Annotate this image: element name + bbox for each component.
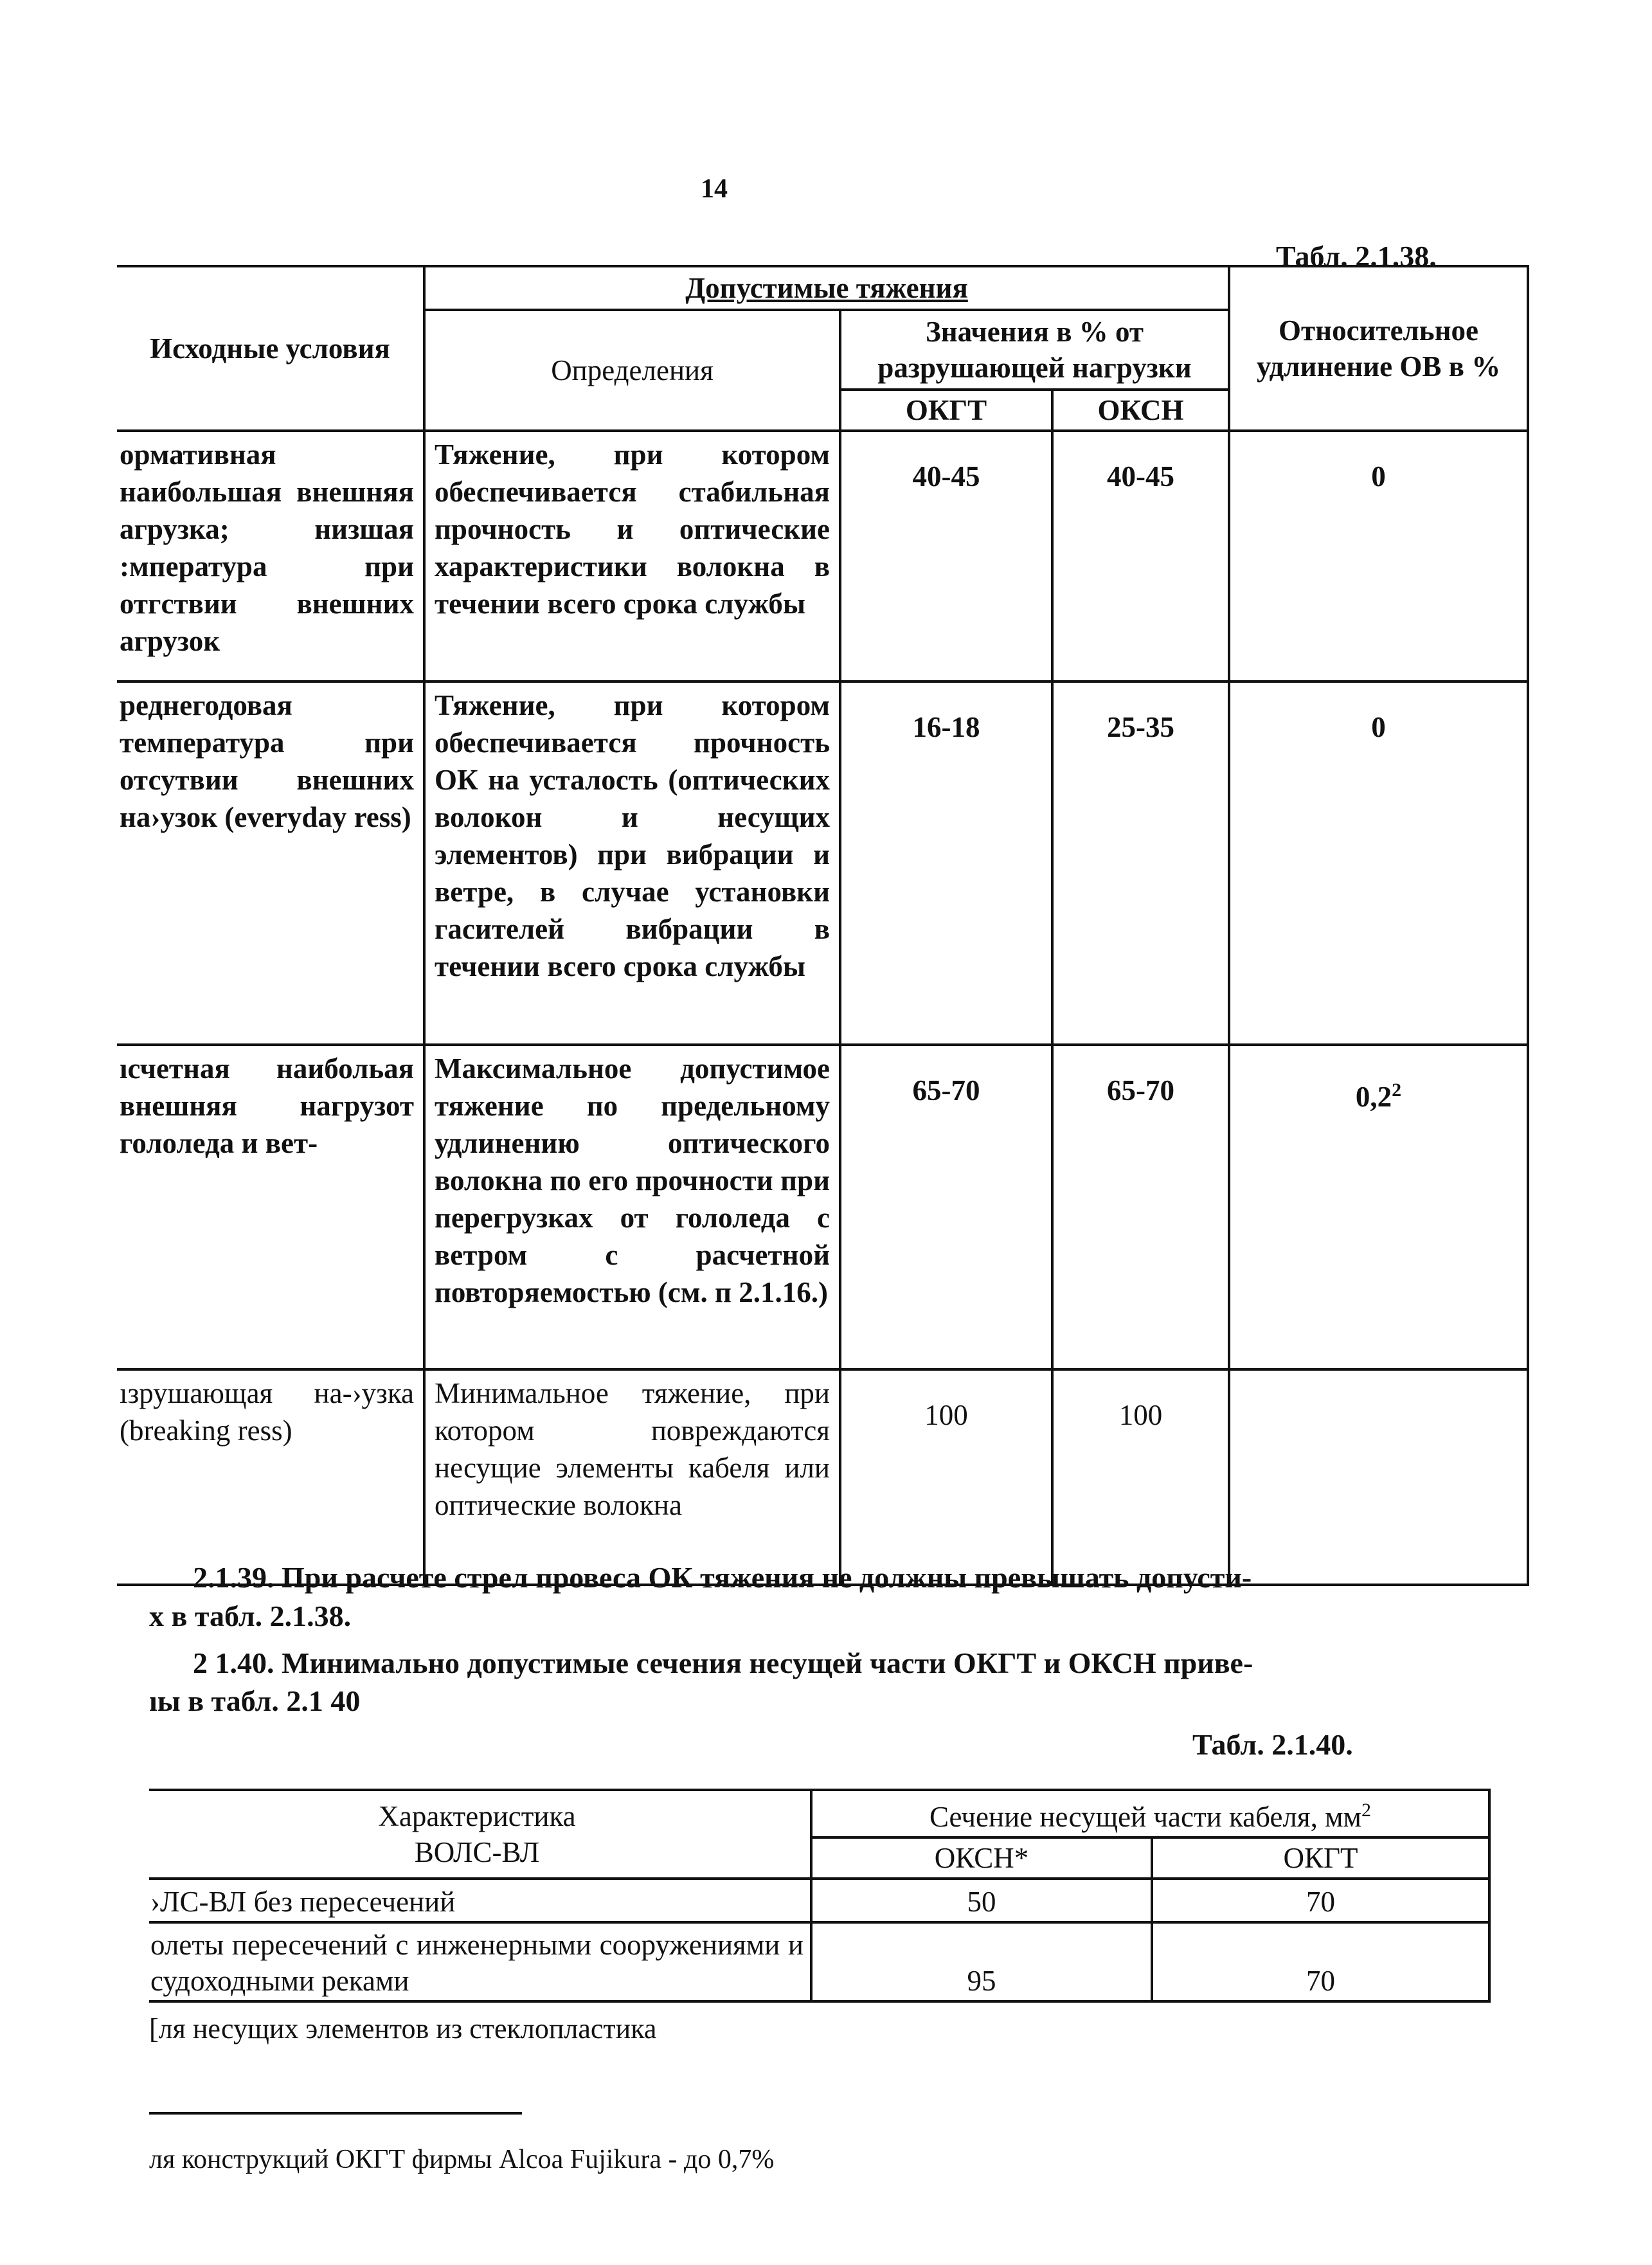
definition-cell: Минимальное тяжение, при котором повреждаются несущие элементы кабеля или оптические волокна xyxy=(424,1369,840,1585)
paragraph-2-1-40-line2: ıы в табл. 2.1 40 xyxy=(149,1684,361,1717)
header-section-unit-power: 2 xyxy=(1361,1800,1372,1821)
row-label: олеты пересечений с инженерными сооружениями и судоходными реками xyxy=(149,1922,811,2001)
elongation-value: 0 xyxy=(1229,681,1528,1045)
definition-cell: Тяжение, при котором обеспечивается прочность ОК на усталость (оптических волокон и несущих элементов) при вибрации и ветре, в случае установки гасителей вибрации в течении всего срока службы xyxy=(424,681,840,1045)
header-characteristic-line1: Характеристика xyxy=(378,1800,576,1832)
elongation-number: 0,2 xyxy=(1355,1081,1392,1113)
header-oksn: ОКСН xyxy=(1052,390,1229,431)
table-row xyxy=(117,681,1528,1045)
footnote-divider xyxy=(149,2112,522,2115)
okgt-value: 70 xyxy=(1152,1879,1489,1922)
header-section-label: Сечение несущей части кабеля, мм xyxy=(929,1801,1362,1833)
footnote: ля конструкций ОКГТ фирмы Alcoa Fujikura - до 0,7% xyxy=(149,2145,775,2174)
okgt-value: 70 xyxy=(1152,1922,1489,2001)
okgt-value: 100 xyxy=(840,1369,1052,1585)
oksn-value: 100 xyxy=(1052,1369,1229,1585)
header-characteristic xyxy=(149,1790,811,1879)
oksn-value: 65-70 xyxy=(1052,1045,1229,1369)
elongation-footnote-mark: 2 xyxy=(1392,1079,1402,1101)
header-section xyxy=(811,1790,1489,1837)
header-definitions: Определения xyxy=(424,310,840,431)
header-values-group: Значения в % от разрушающей нагрузки xyxy=(840,310,1229,390)
header-elongation: Относительное удлинение ОВ в % xyxy=(1229,266,1528,431)
definition-cell: Тяжение, при котором обеспечивается стабильная прочность и оптические характеристики волокна в течении всего срока службы xyxy=(424,431,840,681)
header-conditions: Исходные условия xyxy=(117,266,424,431)
page-number: 14 xyxy=(701,174,728,204)
row-label: ›ЛС-ВЛ без пересечений xyxy=(149,1879,811,1922)
header-okgt: ОКГТ xyxy=(1152,1837,1489,1879)
condition-cell: реднегодовая температура при отсутвии внешних на›узок (everyday ress) xyxy=(117,681,424,1045)
condition-cell: ормативная наибольшая внешняя агрузка; низшая :мпература при отгствии внешних агрузок xyxy=(117,431,424,681)
table-2-1-40 xyxy=(149,1789,1491,2003)
table-row xyxy=(149,1879,1489,1922)
table1-caption: Табл. 2.1.38. xyxy=(1276,240,1437,273)
paragraph-2-1-39-line2: х в табл. 2.1.38. xyxy=(149,1600,352,1632)
oksn-value: 40-45 xyxy=(1052,431,1229,681)
paragraph-2-1-39-line1: 2.1.39. При расчете стрел провеса ОК тяжения не должны превышать допусти- xyxy=(193,1561,1252,1594)
elongation-value xyxy=(1229,1369,1528,1585)
elongation-value xyxy=(1229,1045,1528,1369)
table-row xyxy=(149,1922,1489,2001)
table-2-1-38 xyxy=(117,265,1529,1586)
condition-cell: ıзрушающая на-›узка (breaking ress) xyxy=(117,1369,424,1585)
header-okgt: ОКГТ xyxy=(840,390,1052,431)
oksn-value: 50 xyxy=(811,1879,1152,1922)
oksn-value: 25-35 xyxy=(1052,681,1229,1045)
definition-cell: Максимальное допустимое тяжение по предельному удлинению оптического волокна по его прочности при перегрузках от гололеда с ветром с расчетной повторяемостью (см. п 2.1.16.) xyxy=(424,1045,840,1369)
paragraph-2-1-40-line1: 2 1.40. Минимально допустимые сечения несущей части ОКГТ и ОКСН приве- xyxy=(193,1647,1253,1679)
okgt-value: 16-18 xyxy=(840,681,1052,1045)
table-row xyxy=(117,1045,1528,1369)
header-allowed-tensions: Допустимые тяжения xyxy=(424,266,1229,310)
table2-caption: Табл. 2.1.40. xyxy=(1192,1728,1353,1761)
header-oksn: ОКСН* xyxy=(811,1837,1152,1879)
elongation-value: 0 xyxy=(1229,431,1528,681)
condition-cell: ıсчетная наибольая внешняя нагрузот гололеда и вет- xyxy=(117,1045,424,1369)
table2-note: [ля несущих элементов из стеклопластика xyxy=(149,2013,657,2044)
header-characteristic-line2: ВОЛС-ВЛ xyxy=(414,1836,540,1868)
table-row xyxy=(117,431,1528,681)
oksn-value: 95 xyxy=(811,1922,1152,2001)
okgt-value: 65-70 xyxy=(840,1045,1052,1369)
table-row xyxy=(117,1369,1528,1585)
okgt-value: 40-45 xyxy=(840,431,1052,681)
